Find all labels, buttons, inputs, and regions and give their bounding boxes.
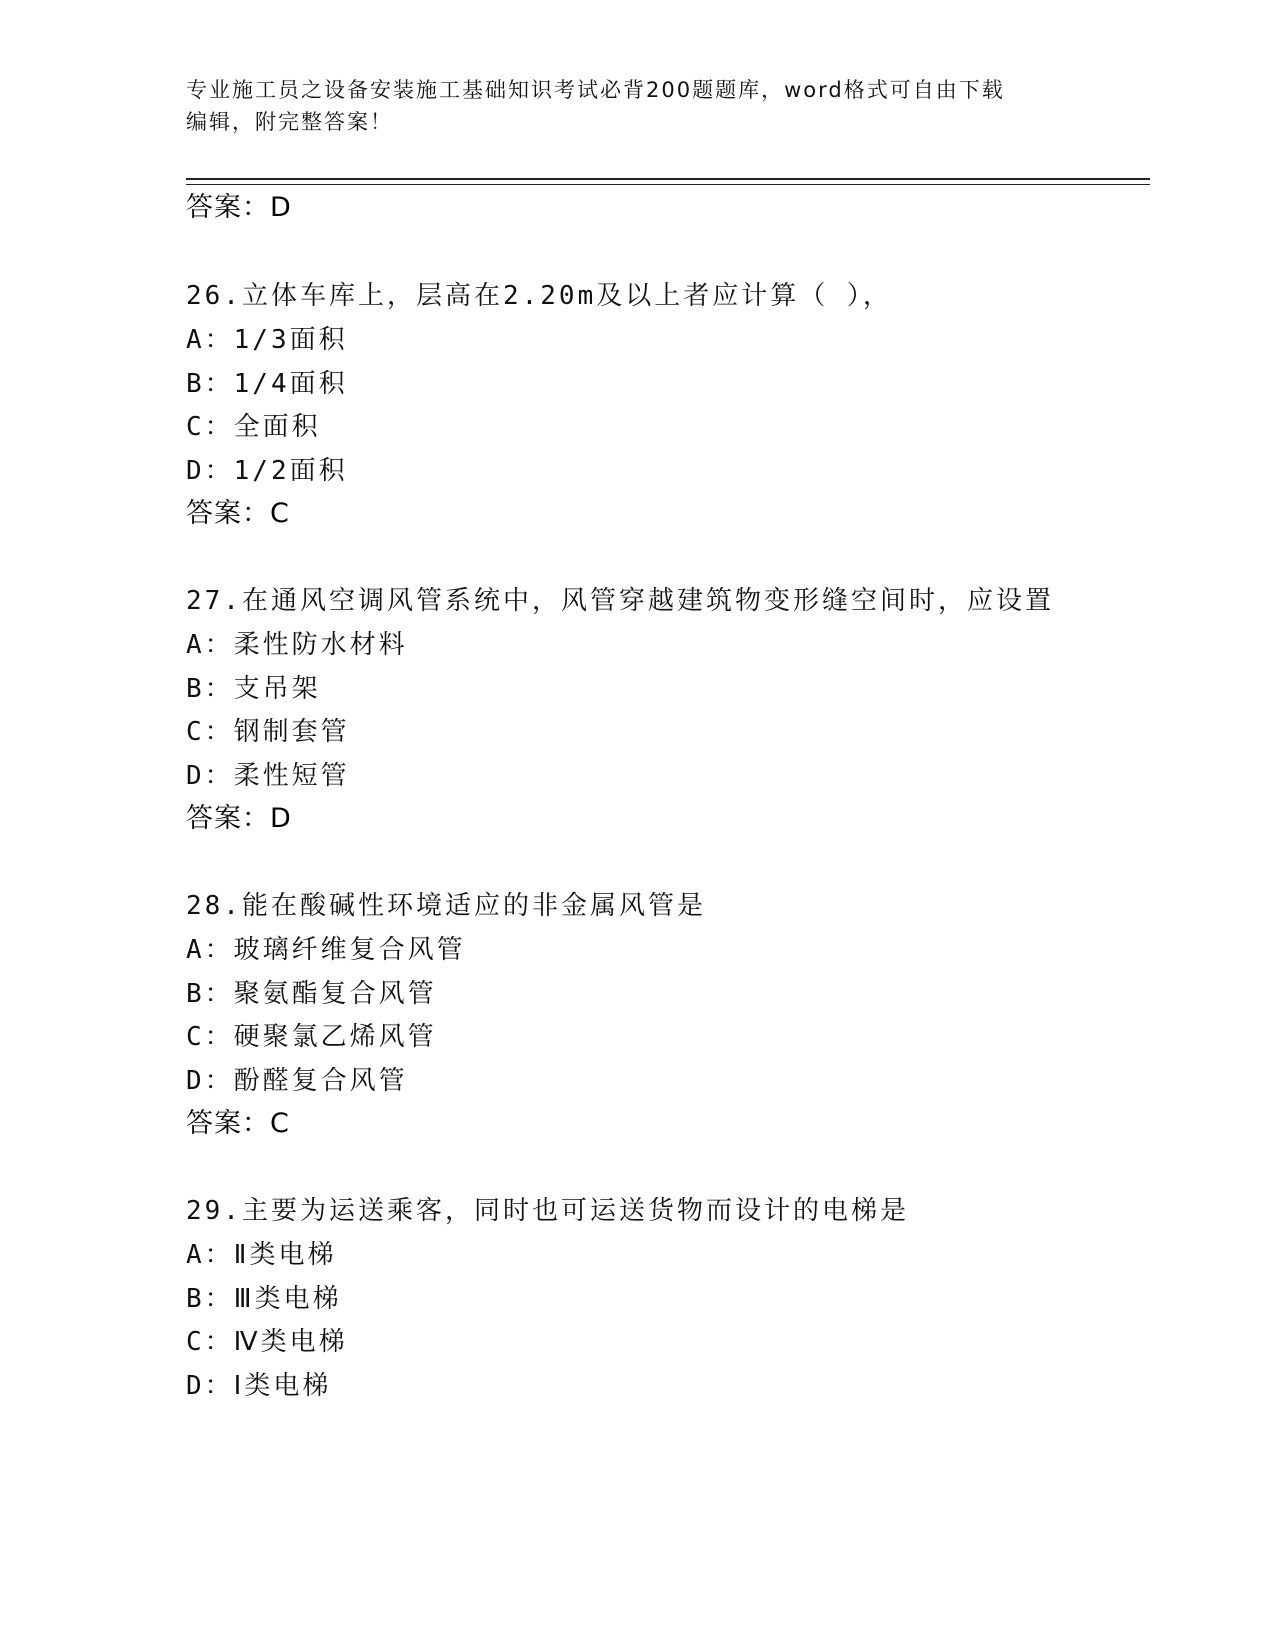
question-27-option-d: D：柔性短管 xyxy=(186,761,350,791)
question-27-option-a: A：柔性防水材料 xyxy=(186,630,408,660)
question-27-stem: 27.在通风空调风管系统中，风管穿越建筑物变形缝空间时，应设置 xyxy=(186,586,1054,616)
header-rule-thin xyxy=(186,184,1150,185)
question-28-option-a: A：玻璃纤维复合风管 xyxy=(186,935,466,965)
question-28-option-d: D：酚醛复合风管 xyxy=(186,1066,408,1096)
header-line-2: 编辑，附完整答案！ xyxy=(186,110,393,134)
question-28-option-b: B：聚氨酯复合风管 xyxy=(186,979,437,1009)
question-29-option-b: B：Ⅲ类电梯 xyxy=(186,1284,342,1314)
question-27-option-c: C：钢制套管 xyxy=(186,717,350,747)
question-26-option-b: B：1/4面积 xyxy=(186,369,348,399)
answer-25: 答案：D xyxy=(186,192,292,223)
document-header xyxy=(186,74,1086,138)
question-28-stem: 28.能在酸碱性环境适应的非金属风管是 xyxy=(186,891,706,921)
header-line-1: 专业施工员之设备安装施工基础知识考试必背200题题库，word格式可自由下载 xyxy=(186,78,1005,102)
answer-27: 答案：D xyxy=(186,803,292,834)
question-29-option-a: A：Ⅱ类电梯 xyxy=(186,1240,337,1270)
question-26-option-a: A：1/3面积 xyxy=(186,325,348,355)
question-29-stem: 29.主要为运送乘客，同时也可运送货物而设计的电梯是 xyxy=(186,1196,909,1226)
answer-28: 答案：C xyxy=(186,1108,290,1139)
answer-26: 答案：C xyxy=(186,498,290,529)
question-26-stem: 26.立体车库上，层高在2.20m及以上者应计算（ ）， xyxy=(186,281,892,311)
question-29-option-d: D：Ⅰ类电梯 xyxy=(186,1371,332,1401)
question-26-option-c: C：全面积 xyxy=(186,412,321,442)
question-29-option-c: C：Ⅳ类电梯 xyxy=(186,1327,348,1357)
question-28-option-c: C：硬聚氯乙烯风管 xyxy=(186,1022,437,1052)
question-26-option-d: D：1/2面积 xyxy=(186,456,348,486)
header-rule-thick xyxy=(186,178,1150,180)
question-27-option-b: B：支吊架 xyxy=(186,674,321,704)
